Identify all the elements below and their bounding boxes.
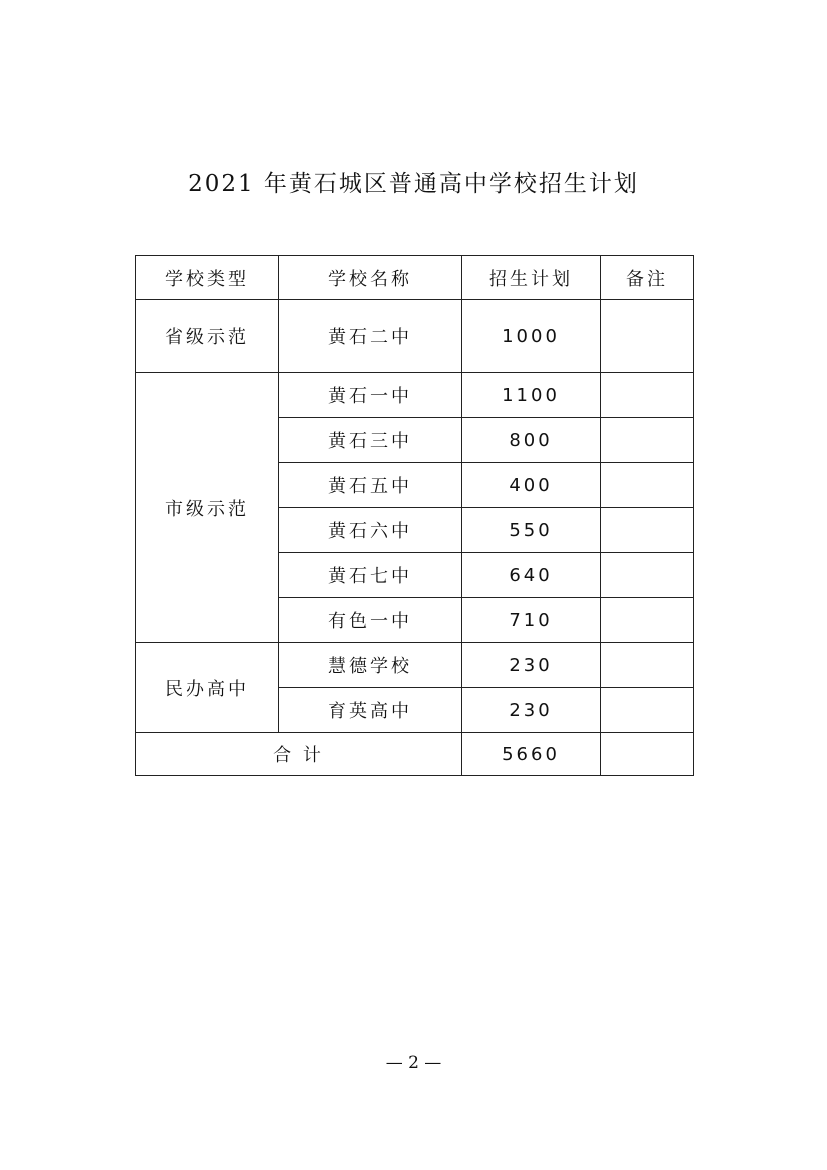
table-header-row bbox=[136, 256, 694, 300]
school-name-cell: 黄石三中 bbox=[279, 418, 462, 463]
page-number: — 2 — bbox=[385, 1053, 442, 1073]
header-enrollment-plan: 招生计划 bbox=[462, 256, 601, 300]
remarks-cell bbox=[601, 598, 694, 643]
school-type-cell: 民办高中 bbox=[136, 643, 279, 733]
school-type-cell: 省级示范 bbox=[136, 300, 279, 373]
remarks-cell bbox=[601, 373, 694, 418]
enrollment-plan-cell: 800 bbox=[462, 418, 601, 463]
enrollment-plan-table bbox=[135, 255, 694, 776]
enrollment-plan-cell: 710 bbox=[462, 598, 601, 643]
total-remarks-cell bbox=[601, 733, 694, 776]
enrollment-plan-cell: 230 bbox=[462, 688, 601, 733]
enrollment-plan-cell: 230 bbox=[462, 643, 601, 688]
school-name-cell: 黄石二中 bbox=[279, 300, 462, 373]
enrollment-plan-cell: 550 bbox=[462, 508, 601, 553]
total-plan-cell: 5660 bbox=[462, 733, 601, 776]
school-name-cell: 育英高中 bbox=[279, 688, 462, 733]
enrollment-plan-cell: 1100 bbox=[462, 373, 601, 418]
table-row bbox=[136, 643, 694, 688]
header-school-name: 学校名称 bbox=[279, 256, 462, 300]
school-type-cell: 市级示范 bbox=[136, 373, 279, 643]
total-row bbox=[136, 733, 694, 776]
remarks-cell bbox=[601, 688, 694, 733]
header-school-type: 学校类型 bbox=[136, 256, 279, 300]
enrollment-plan-cell: 640 bbox=[462, 553, 601, 598]
remarks-cell bbox=[601, 300, 694, 373]
header-remarks: 备注 bbox=[601, 256, 694, 300]
table-row bbox=[136, 373, 694, 418]
remarks-cell bbox=[601, 643, 694, 688]
enrollment-plan-cell: 1000 bbox=[462, 300, 601, 373]
table-row bbox=[136, 300, 694, 373]
remarks-cell bbox=[601, 553, 694, 598]
remarks-cell bbox=[601, 418, 694, 463]
remarks-cell bbox=[601, 508, 694, 553]
total-label: 合 计 bbox=[136, 733, 462, 776]
school-name-cell: 黄石五中 bbox=[279, 463, 462, 508]
school-name-cell: 有色一中 bbox=[279, 598, 462, 643]
school-name-cell: 黄石六中 bbox=[279, 508, 462, 553]
school-name-cell: 黄石七中 bbox=[279, 553, 462, 598]
school-name-cell: 黄石一中 bbox=[279, 373, 462, 418]
school-name-cell: 慧德学校 bbox=[279, 643, 462, 688]
page-title: 2021 年黄石城区普通高中学校招生计划 bbox=[188, 171, 639, 197]
remarks-cell bbox=[601, 463, 694, 508]
enrollment-plan-cell: 400 bbox=[462, 463, 601, 508]
